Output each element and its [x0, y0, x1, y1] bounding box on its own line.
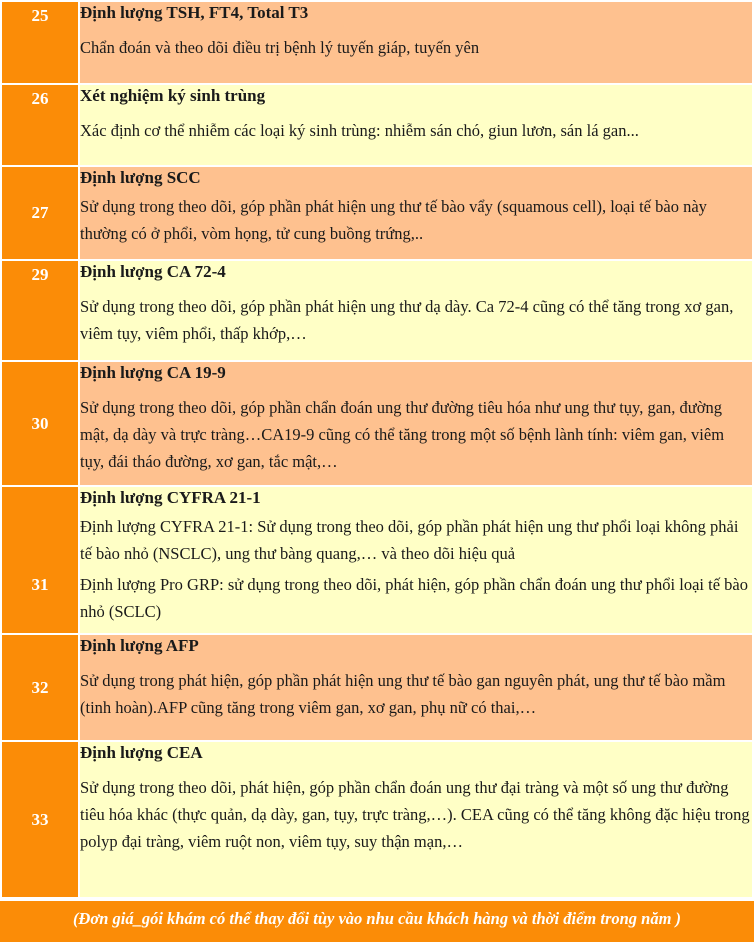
- row-description: Định lượng Pro GRP: sử dụng trong theo dõi, phát hiện, góp phần chẩn đoán ung thư phổi loại tế bào nhỏ (SCLC): [80, 575, 748, 621]
- row-title: Định lượng SCC: [80, 168, 201, 187]
- row-description: Sử dụng trong theo dõi, phát hiện, góp phần chẩn đoán ung thư đại tràng và một số ung thư đường tiêu hóa khác (thực quản, dạ dày, gan, tụy, trực tràng,…). CEA cũng có thể tăng không đặc hiệu trong polyp đại tràng, viêm ruột non, viêm tụy, suy thận mạn,…: [80, 778, 750, 851]
- row-content: [79, 84, 753, 166]
- row-content: [79, 260, 753, 361]
- row-title: Xét nghiệm ký sinh trùng: [80, 86, 266, 105]
- row-title: Định lượng TSH, FT4, Total T3: [80, 3, 309, 22]
- price-note-footer: (Đơn giá_gói khám có thể thay đổi tùy vào nhu cầu khách hàng và thời điểm trong năm ): [0, 899, 754, 942]
- row-description: Sử dụng trong theo dõi, góp phần phát hiện ung thư dạ dày. Ca 72-4 cũng có thể tăng trong xơ gan, viêm tụy, viêm phổi, thấp khớp,…: [80, 297, 734, 343]
- row-description: Định lượng CYFRA 21-1: Sử dụng trong theo dõi, góp phần phát hiện ung thư phổi loại không phải tế bào nhỏ (NSCLC), ung thư bàng quang,… và theo dõi hiệu quả: [80, 517, 739, 563]
- row-title: Định lượng CA 72-4: [80, 262, 226, 281]
- row-description: Xác định cơ thể nhiễm các loại ký sinh trùng: nhiễm sán chó, giun lươn, sán lá gan...: [80, 121, 639, 140]
- row-number: 26: [1, 84, 79, 166]
- table-row: [1, 84, 753, 166]
- row-description: Chẩn đoán và theo dõi điều trị bệnh lý tuyến giáp, tuyến yên: [80, 38, 480, 57]
- row-number: 32: [1, 634, 79, 741]
- row-content: [79, 634, 753, 741]
- row-content: [79, 361, 753, 486]
- row-description: Sử dụng trong phát hiện, góp phần phát hiện ung thư tế bào gan nguyên phát, ung thư tế bào mầm (tinh hoàn).AFP cũng tăng trong viêm gan, xơ gan, phụ nữ có thai,…: [80, 671, 726, 717]
- row-title: Định lượng AFP: [80, 636, 199, 655]
- row-number: 27: [1, 166, 79, 260]
- row-title: Định lượng CA 19-9: [80, 363, 226, 382]
- row-content: [79, 741, 753, 898]
- row-description: Sử dụng trong theo dõi, góp phần phát hiện ung thư tế bào vẩy (squamous cell), loại tế bào này thường có ở phổi, vòm họng, tử cung buồng trứng,..: [80, 197, 707, 243]
- table-row: [1, 1, 753, 84]
- table-row: [1, 260, 753, 361]
- table-row: [1, 741, 753, 898]
- table-row: [1, 166, 753, 260]
- table-row: [1, 361, 753, 486]
- row-title: Định lượng CYFRA 21-1: [80, 488, 261, 507]
- row-number: 29: [1, 260, 79, 361]
- row-number: 31: [1, 486, 79, 634]
- row-number: 33: [1, 741, 79, 898]
- row-title: Định lượng CEA: [80, 743, 203, 762]
- table-row: [1, 486, 753, 634]
- row-number: 25: [1, 1, 79, 84]
- row-number: 30: [1, 361, 79, 486]
- row-content: [79, 1, 753, 84]
- row-description: Sử dụng trong theo dõi, góp phần chẩn đoán ung thư đường tiêu hóa như ung thư tụy, gan, đường mật, dạ dày và trực tràng…CA19-9 cũng có thể tăng trong một số bệnh lành tính: viêm gan, viêm tụy, đái tháo đường, xơ gan, tắc mật,…: [80, 398, 725, 471]
- table-row: [1, 634, 753, 741]
- row-content: [79, 166, 753, 260]
- row-content: [79, 486, 753, 634]
